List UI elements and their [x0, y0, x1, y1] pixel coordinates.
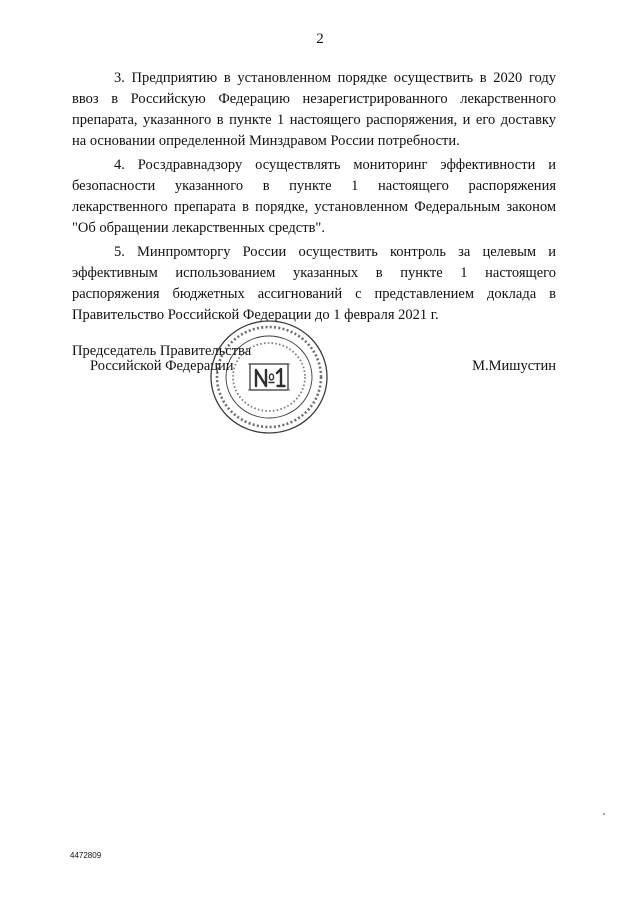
page-number: 2 — [316, 31, 324, 47]
paragraph-5: 5. Минпромторгу России осуществить контроль за целевым и эффективным использованием указанных в пункте 1 настоящего распоряжения бюджетных ассигнований с представлением доклада в Правительство Российской Федерации до 1 февраля 2021 г. — [72, 244, 556, 323]
paragraph-4: 4. Росздравнадзору осуществлять мониторинг эффективности и безопасности указанного в пункте 1 настоящего распоряжения лекарственного препарата в порядке, установленном Федеральным законом "Об обращении лекарственных средств". — [72, 157, 556, 236]
stamp-number-mark — [256, 369, 285, 386]
document-body — [72, 68, 556, 326]
signatory-title-line-1: Председатель Правительства — [72, 343, 252, 359]
signatory-title-line-2: Российской Федерации — [90, 358, 234, 374]
scan-speck — [603, 813, 605, 815]
document-code: 4472809 — [70, 851, 102, 860]
signatory-name: М.Мишустин — [472, 358, 556, 374]
official-stamp — [208, 318, 330, 436]
paragraph-3: 3. Предприятию в установленном порядке осуществить в 2020 году ввоз в Российскую Федерацию незарегистрированного лекарственного препарата, указанного в пункте 1 настоящего распоряжения, и его доставку на основании определенной Минздравом России потребности. — [72, 70, 556, 149]
